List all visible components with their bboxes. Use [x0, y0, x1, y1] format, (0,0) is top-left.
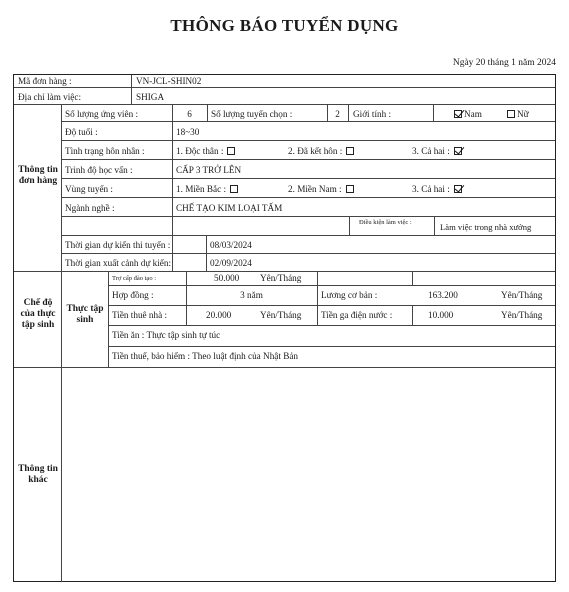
recruitment-form	[13, 74, 556, 582]
tax-note: Tiền thuế, bảo hiểm : Theo luật định của Nhật Bản	[112, 351, 299, 361]
applicants-label: Số lượng ứng viên :	[65, 109, 139, 119]
marital-married-option[interactable]	[288, 146, 354, 157]
order-code-label: Mã đơn hàng :	[18, 76, 72, 86]
contract-value: 3 năm	[240, 290, 263, 300]
work-location-value: SHIGA	[136, 92, 165, 102]
region-both-checkbox-icon[interactable]	[454, 185, 462, 193]
marital-both-option[interactable]	[412, 146, 462, 157]
rent-label: Tiền thuê nhà :	[112, 310, 168, 320]
job-value: CHẾ TẠO KIM LOẠI TẤM	[176, 203, 283, 213]
utility-value: 10.000	[428, 310, 454, 320]
job-label: Ngành nghề :	[65, 203, 115, 213]
page-title: THÔNG BÁO TUYỂN DỤNG	[170, 16, 399, 35]
rent-value: 20.000	[206, 310, 232, 320]
conditions-value: Làm việc trong nhà xưởng	[440, 222, 532, 232]
north-checkbox-icon[interactable]	[230, 185, 238, 193]
section-intern: Thực tập sinh	[66, 304, 104, 325]
contract-label: Hợp đồng :	[112, 290, 154, 300]
utility-label: Tiền ga điện nước :	[321, 310, 393, 320]
training-allowance-label: Trợ cấp đào tạo :	[112, 275, 156, 282]
education-value: CẤP 3 TRỞ LÊN	[176, 165, 242, 175]
gender-female-label: Nữ	[517, 109, 529, 119]
departure-date-value: 02/09/2024	[210, 258, 252, 268]
region-north-option[interactable]	[176, 184, 238, 195]
male-checkbox-icon[interactable]	[454, 110, 462, 118]
order-code-value: VN-JCL-SHIN02	[136, 76, 202, 86]
gender-female-option[interactable]	[507, 109, 529, 120]
gender-male-label: Nam	[464, 109, 482, 119]
basic-salary-value: 163.200	[428, 290, 458, 300]
training-allowance-unit: Yên/Tháng	[260, 273, 302, 283]
selected-count-value: 2	[335, 109, 340, 119]
south-checkbox-icon[interactable]	[346, 185, 354, 193]
applicants-value: 6	[187, 109, 192, 119]
basic-salary-label: Lương cơ bản :	[321, 290, 378, 300]
exam-date-value: 08/03/2024	[210, 240, 252, 250]
education-label: Trình độ học vấn :	[65, 165, 133, 175]
marital-single-label: 1. Độc thân :	[176, 146, 224, 156]
age-label: Độ tuổi :	[65, 127, 98, 137]
work-location-label: Địa chỉ làm việc:	[18, 92, 82, 102]
single-checkbox-icon[interactable]	[227, 147, 235, 155]
section-order-info: Thông tin đơn hàng	[18, 165, 58, 186]
exam-date-label: Thời gian dự kiến thi tuyển :	[65, 240, 171, 250]
document-date: Ngày 20 tháng 1 năm 2024	[452, 58, 556, 68]
conditions-label: Điều kiện làm việc :	[359, 219, 412, 226]
marital-label: Tình trạng hôn nhân :	[65, 146, 145, 156]
section-intern-regime: Chế độ của thực tập sinh	[20, 298, 56, 330]
section-other-info: Thông tin khác	[18, 464, 58, 485]
departure-date-label: Thời gian xuất cảnh dự kiến:	[65, 258, 172, 268]
marital-both-label: 3. Cả hai :	[412, 146, 450, 156]
basic-salary-unit: Yên/Tháng	[501, 290, 543, 300]
married-checkbox-icon[interactable]	[346, 147, 354, 155]
region-south-label: 2. Miền Nam :	[288, 184, 342, 194]
marital-single-option[interactable]	[176, 146, 235, 157]
region-south-option[interactable]	[288, 184, 354, 195]
region-both-option[interactable]	[412, 184, 462, 195]
selected-count-label: Số lượng tuyển chọn :	[211, 109, 293, 119]
utility-unit: Yên/Tháng	[501, 310, 543, 320]
age-value: 18~30	[176, 127, 200, 137]
gender-label: Giới tính :	[353, 109, 392, 119]
female-checkbox-icon[interactable]	[507, 110, 515, 118]
gender-male-option[interactable]	[454, 109, 482, 120]
region-both-label: 3. Cả hai :	[412, 184, 450, 194]
training-allowance-value: 50.000	[214, 273, 240, 283]
region-north-label: 1. Miền Bắc :	[176, 184, 227, 194]
rent-unit: Yên/Tháng	[260, 310, 302, 320]
food-note: Tiền ăn : Thực tập sinh tự túc	[112, 330, 221, 340]
region-label: Vùng tuyển :	[65, 184, 113, 194]
marital-both-checkbox-icon[interactable]	[454, 147, 462, 155]
marital-married-label: 2. Đã kết hôn :	[288, 146, 343, 156]
